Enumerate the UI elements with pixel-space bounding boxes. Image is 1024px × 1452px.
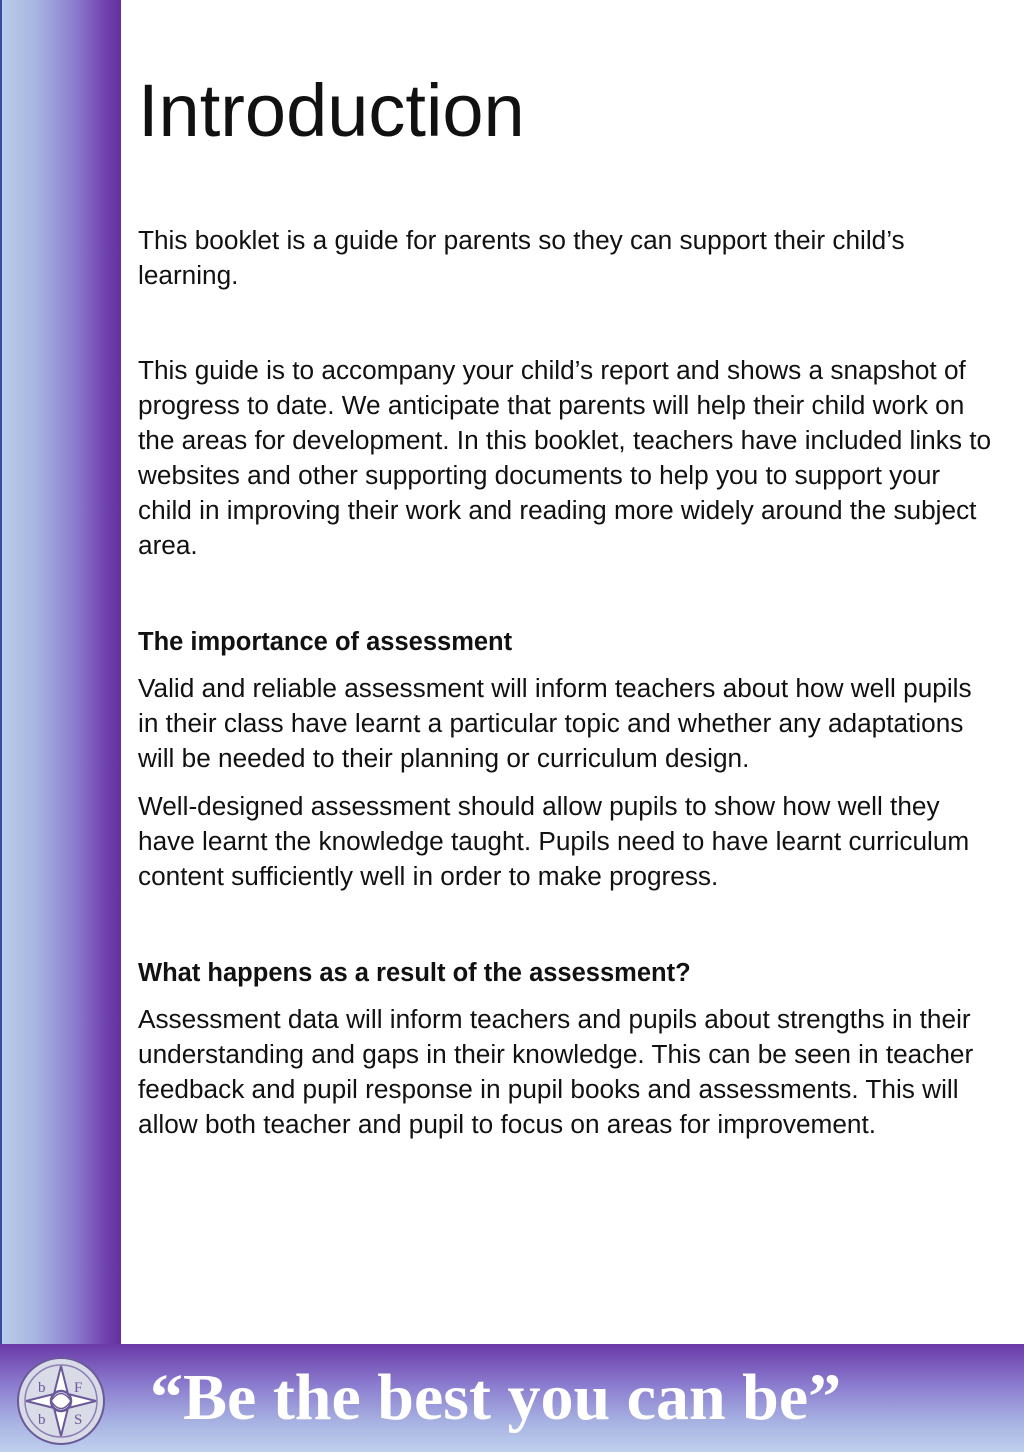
- crest-letter: b: [38, 1412, 46, 1428]
- footer-banner: [0, 1344, 1024, 1452]
- school-crest-icon: [16, 1356, 106, 1446]
- crest-letter: S: [74, 1412, 83, 1428]
- intro-paragraph-1: This booklet is a guide for parents so they can support their child’s learning.: [138, 225, 905, 290]
- crest-letter: b: [38, 1380, 46, 1396]
- section-heading-importance: The importance of assessment: [138, 628, 513, 656]
- school-motto: “Be the best you can be”: [150, 1361, 842, 1434]
- section-heading-results: What happens as a result of the assessment?: [138, 959, 691, 987]
- section-paragraph: Well-designed assessment should allow pupils to show how well they have learnt the knowledge taught. Pupils need to have learnt curriculum content sufficiently well in order to make progress.: [138, 791, 970, 891]
- intro-paragraph-2: This guide is to accompany your child’s report and shows a snapshot of progress to date. We anticipate that parents will help their child work on the areas for development. In this booklet, teachers have included links to websites and other supporting documents to help you to support your child in improving their work and reading more widely around the subject area.: [138, 355, 992, 560]
- section-paragraph: Assessment data will inform teachers and pupils about strengths in their understanding and gaps in their knowledge. This can be seen in teacher feedback and pupil response in pupil books and assessments. This will allow both teacher and pupil to focus on areas for improvement.: [138, 1004, 974, 1139]
- page-title: Introduction: [138, 69, 525, 152]
- decorative-sidebar: [0, 0, 121, 1344]
- section-paragraph: Valid and reliable assessment will inform teachers about how well pupils in their class have learnt a particular topic and whether any adaptations will be needed to their planning or curriculum design.: [138, 673, 972, 773]
- crest-letter: F: [74, 1380, 83, 1396]
